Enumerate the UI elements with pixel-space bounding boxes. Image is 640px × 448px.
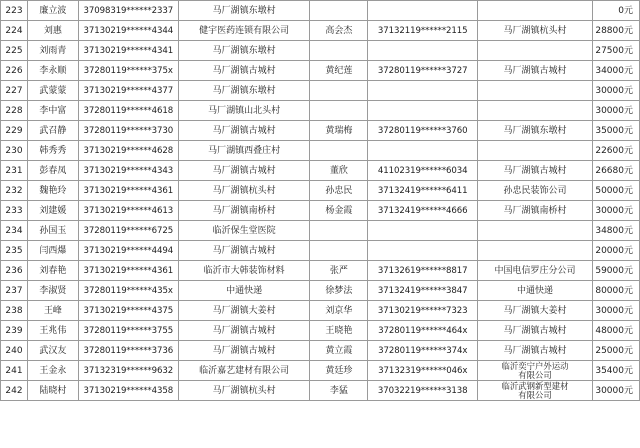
guarantor-name [310,221,368,241]
borrower-name: 刘雨青 [27,41,78,61]
guarantor-address: 临沂奕宁户外运动 有限公司 [478,361,593,381]
guarantor-address: 马厂湖镇南桥村 [478,201,593,221]
guarantor-id-number: 37132419******3847 [368,281,478,301]
table-row [1,1,640,21]
borrower-id-number: 37098319******2337 [78,1,178,21]
borrower-id-number: 37130219******4361 [78,261,178,281]
guarantor-id-number [368,1,478,21]
loan-amount: 50000元 [592,181,639,201]
borrower-name: 刘春艳 [27,261,78,281]
loan-amount: 80000元 [592,281,639,301]
table-row [1,241,640,261]
borrower-name: 李永顺 [27,61,78,81]
borrower-id-number: 37280119******3736 [78,341,178,361]
borrower-id-number: 37130219******4613 [78,201,178,221]
borrower-address: 马厂湖镇古城村 [178,61,310,81]
row-number: 237 [1,281,28,301]
guarantor-name [310,241,368,261]
borrower-id-number: 37130219******4361 [78,181,178,201]
borrower-address: 临沂市大韩装饰材料 [178,261,310,281]
borrower-id-number: 37130219******4341 [78,41,178,61]
borrower-name: 孙国玉 [27,221,78,241]
loan-amount: 28800元 [592,21,639,41]
guarantor-address [478,101,593,121]
row-number: 225 [1,41,28,61]
loan-amount: 30000元 [592,201,639,221]
row-number: 241 [1,361,28,381]
row-number: 235 [1,241,28,261]
table-row [1,181,640,201]
loan-amount: 26680元 [592,161,639,181]
borrower-address: 健宇医药连锁有限公司 [178,21,310,41]
guarantor-address: 马厂湖镇古城村 [478,341,593,361]
table-row [1,21,640,41]
table-row [1,341,640,361]
table-row [1,121,640,141]
borrower-name: 廉立波 [27,1,78,21]
borrower-name: 魏艳玲 [27,181,78,201]
borrower-name: 刘建媛 [27,201,78,221]
guarantor-name: 杨金霞 [310,201,368,221]
borrower-name: 武召静 [27,121,78,141]
borrower-name: 武汉友 [27,341,78,361]
guarantor-id-number: 37032219******3138 [368,381,478,401]
loan-amount: 30000元 [592,101,639,121]
guarantor-id-number: 37132419******6411 [368,181,478,201]
loan-amount: 25000元 [592,341,639,361]
borrower-id-number: 37280119******3730 [78,121,178,141]
guarantor-id-number: 37280119******3760 [368,121,478,141]
borrower-name: 王金永 [27,361,78,381]
borrower-id-number: 37130219******4628 [78,141,178,161]
borrower-name: 陆晓村 [27,381,78,401]
borrower-id-number: 37132319******9632 [78,361,178,381]
guarantor-id-number: 37132319******046x [368,361,478,381]
borrower-address: 马厂湖镇古城村 [178,321,310,341]
table-row [1,81,640,101]
borrower-address: 马厂湖镇杭头村 [178,381,310,401]
guarantor-name: 黄立霞 [310,341,368,361]
guarantor-id-number [368,41,478,61]
guarantor-name [310,41,368,61]
guarantor-name: 李猛 [310,381,368,401]
borrower-id-number: 37130219******4344 [78,21,178,41]
loan-amount: 0元 [592,1,639,21]
guarantor-name: 黄瑞梅 [310,121,368,141]
guarantor-address: 马厂湖镇古城村 [478,321,593,341]
table-row [1,301,640,321]
borrower-address: 马厂湖镇古城村 [178,241,310,261]
guarantor-name: 黄纪莲 [310,61,368,81]
loan-amount: 30000元 [592,81,639,101]
guarantor-name: 张严 [310,261,368,281]
guarantor-id-number [368,241,478,261]
borrower-id-number: 37130219******4494 [78,241,178,261]
row-number: 233 [1,201,28,221]
row-number: 224 [1,21,28,41]
table-row [1,41,640,61]
row-number: 232 [1,181,28,201]
loan-amount: 30000元 [592,301,639,321]
loan-amount: 59000元 [592,261,639,281]
borrower-address: 临沂保生堂医院 [178,221,310,241]
borrower-name: 刘惠 [27,21,78,41]
guarantor-name: 刘京华 [310,301,368,321]
guarantor-name: 徐梦法 [310,281,368,301]
guarantor-address [478,1,593,21]
borrower-id-number: 37130219******4343 [78,161,178,181]
guarantor-name: 黄廷珍 [310,361,368,381]
guarantor-name: 孙忠民 [310,181,368,201]
guarantor-address: 临沂武钢新型建材 有限公司 [478,381,593,401]
guarantor-id-number: 41102319******6034 [368,161,478,181]
guarantor-id-number: 37132619******8817 [368,261,478,281]
borrower-id-number: 37280119******375x [78,61,178,81]
borrower-address: 临沂嘉艺建材有限公司 [178,361,310,381]
borrower-name: 王峰 [27,301,78,321]
row-number: 231 [1,161,28,181]
borrower-name: 武蒙蒙 [27,81,78,101]
guarantor-address [478,221,593,241]
borrower-name: 李淑贤 [27,281,78,301]
borrower-address: 马厂湖镇山北头村 [178,101,310,121]
guarantor-id-number: 37280119******374x [368,341,478,361]
guarantor-id-number: 37132419******4666 [368,201,478,221]
borrower-id-number: 37280119******435x [78,281,178,301]
row-number: 223 [1,1,28,21]
row-number: 239 [1,321,28,341]
borrower-id-number: 37280119******6725 [78,221,178,241]
borrower-address: 马厂湖镇杭头村 [178,181,310,201]
guarantor-address: 马厂湖镇古城村 [478,61,593,81]
borrower-address: 马厂湖镇西叠庄村 [178,141,310,161]
guarantor-id-number: 37132119******2115 [368,21,478,41]
row-number: 242 [1,381,28,401]
loan-amount: 34000元 [592,61,639,81]
table-row [1,101,640,121]
guarantor-name [310,101,368,121]
guarantor-id-number [368,221,478,241]
guarantor-address: 马厂湖镇杭头村 [478,21,593,41]
borrower-name: 彭春凤 [27,161,78,181]
guarantor-id-number: 37280119******3727 [368,61,478,81]
borrower-name: 李中富 [27,101,78,121]
row-number: 230 [1,141,28,161]
table-row [1,61,640,81]
guarantor-name [310,141,368,161]
borrower-id-number: 37130219******4377 [78,81,178,101]
guarantor-name: 王晓艳 [310,321,368,341]
borrower-id-number: 37280119******3755 [78,321,178,341]
borrower-address: 马厂湖镇东墩村 [178,81,310,101]
guarantor-name: 高会杰 [310,21,368,41]
table-row [1,161,640,181]
loan-amount: 48000元 [592,321,639,341]
guarantor-address: 马厂湖镇东墩村 [478,121,593,141]
row-number: 229 [1,121,28,141]
guarantor-address: 马厂湖镇大姜村 [478,301,593,321]
loan-amount: 22600元 [592,141,639,161]
loan-amount: 30000元 [592,381,639,401]
guarantor-id-number: 37280119******464x [368,321,478,341]
guarantor-name [310,81,368,101]
row-number: 227 [1,81,28,101]
row-number: 238 [1,301,28,321]
table-row [1,321,640,341]
loan-amount: 20000元 [592,241,639,261]
guarantor-address: 中通快递 [478,281,593,301]
table-row [1,221,640,241]
table-row [1,381,640,401]
borrower-address: 马厂湖镇大姜村 [178,301,310,321]
guarantor-address [478,41,593,61]
borrower-address: 中通快递 [178,281,310,301]
table-row [1,281,640,301]
guarantor-address: 孙忠民装饰公司 [478,181,593,201]
borrower-name: 韩秀秀 [27,141,78,161]
guarantor-address [478,241,593,261]
borrower-id-number: 37130219******4375 [78,301,178,321]
table-row [1,201,640,221]
borrower-name: 闫西爆 [27,241,78,261]
row-number: 228 [1,101,28,121]
borrower-address: 马厂湖镇古城村 [178,161,310,181]
borrower-address: 马厂湖镇古城村 [178,341,310,361]
guarantor-id-number: 37130219******7323 [368,301,478,321]
row-number: 234 [1,221,28,241]
table-row [1,361,640,381]
guarantor-name [310,1,368,21]
guarantor-address [478,141,593,161]
guarantor-id-number [368,141,478,161]
borrower-address: 马厂湖镇南桥村 [178,201,310,221]
borrower-id-number: 37280119******4618 [78,101,178,121]
loan-amount: 35400元 [592,361,639,381]
borrower-address: 马厂湖镇东墩村 [178,1,310,21]
loan-amount: 34800元 [592,221,639,241]
guarantor-name: 董欣 [310,161,368,181]
row-number: 226 [1,61,28,81]
borrower-name: 王兆伟 [27,321,78,341]
borrower-address: 马厂湖镇古城村 [178,121,310,141]
guarantor-address [478,81,593,101]
guarantor-id-number [368,81,478,101]
table-row [1,261,640,281]
table-row [1,141,640,161]
guarantor-id-number [368,101,478,121]
row-number: 240 [1,341,28,361]
loan-amount: 35000元 [592,121,639,141]
borrower-id-number: 37130219******4358 [78,381,178,401]
loan-amount: 27500元 [592,41,639,61]
borrower-address: 马厂湖镇东墩村 [178,41,310,61]
guarantor-address: 中国电信罗庄分公司 [478,261,593,281]
row-number: 236 [1,261,28,281]
guarantor-address: 马厂湖镇古城村 [478,161,593,181]
